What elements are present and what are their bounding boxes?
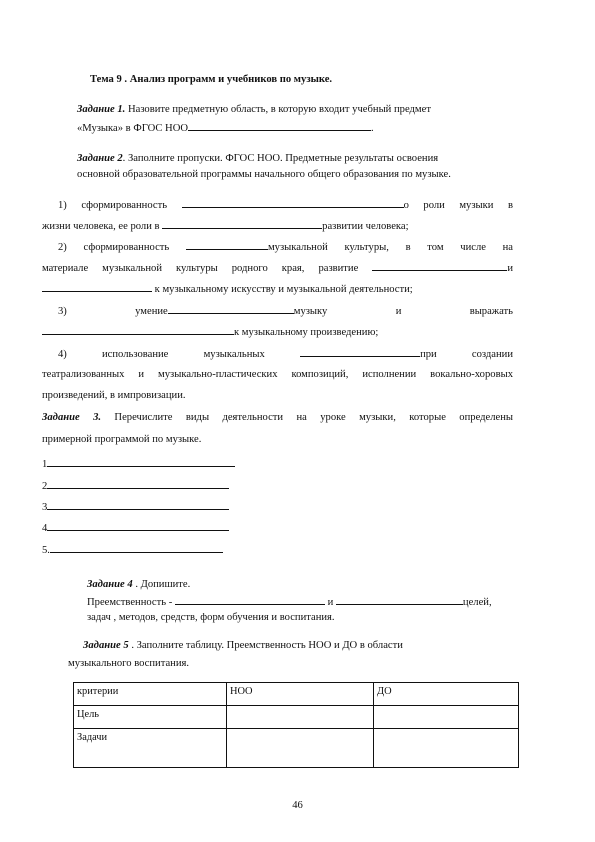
task4-line2 (87, 595, 492, 609)
task3-answer-blank[interactable] (47, 500, 229, 510)
task3-answer-blank[interactable] (50, 543, 223, 553)
task2-item2-text: 2) сформированность (58, 242, 170, 253)
task4-text2: Преемственность - (87, 597, 173, 608)
task2-item2-blank3[interactable] (42, 282, 152, 292)
task2-label: Задание 2 (77, 153, 123, 164)
task2-item4-text: 4) использование (58, 349, 169, 360)
task2-text2: основной образовательной программы начального общего образования по музыке. (77, 169, 451, 180)
task3-answer-2 (42, 479, 229, 493)
task5-text2: музыкального воспитания. (68, 658, 190, 669)
task2-item2-text3: материале музыкальной культуры родного края, развитие (42, 263, 359, 274)
task2-text1: . Заполните пропуски. ФГОС НОО. Предметные результаты освоения (122, 153, 439, 164)
task3-answer-4 (42, 521, 229, 535)
task2-item3-line2 (42, 325, 378, 339)
task2-item1-text3: жизни человека, ее роли в (42, 221, 160, 232)
task3-number: 5. (42, 545, 50, 556)
task4-label: Задание 4 (87, 579, 133, 590)
task2-item4-text5: театрализованных и музыкально-пластических композиций, исполнении вокально-хоровых (42, 369, 513, 380)
table-cell-input[interactable] (227, 706, 374, 729)
task2-item2-line3 (42, 282, 413, 296)
task2-item2-blank1[interactable] (186, 240, 268, 250)
task2-item2-line2 (42, 261, 513, 275)
task2-item1-text2: о роли музыки в (403, 200, 513, 211)
task3-number: 1 (42, 459, 48, 470)
task2-item3-text3: и (395, 306, 402, 317)
task2-item4-line1 (58, 347, 513, 361)
task1-tail: . (371, 123, 374, 134)
task3-label: Задание 3. (42, 412, 102, 423)
task1-text2: «Музыка» в ФГОС НОО (77, 123, 189, 134)
task2-item4-line3 (42, 390, 186, 402)
task2-item1-text: 1) сформированность (58, 200, 168, 211)
task1-line2 (77, 121, 374, 135)
task4-line3 (87, 612, 335, 624)
task2-item3-blank2[interactable] (42, 325, 234, 335)
task3-number: 3 (42, 502, 48, 513)
task2-item4-line2 (42, 369, 513, 381)
task2-item1-line2 (42, 219, 409, 233)
task2-item2-text5: к музыкальному искусству и музыкальной деятельности; (154, 284, 413, 295)
task4-blank2[interactable] (336, 595, 463, 605)
task2-item1-blank1[interactable] (182, 198, 404, 208)
task2-item4-text6: произведений, в импровизации. (42, 390, 186, 401)
task3-text1: Перечислите виды деятельности на уроке музыки, которые определены (101, 412, 513, 423)
task2-item1-blank2[interactable] (162, 219, 322, 229)
task2-item2-line1 (58, 240, 513, 254)
task5-text1: . Заполните таблицу. Преемственность НОО и ДО в области (128, 640, 403, 651)
task4-text5: задач , методов, средств, форм обучения и воспитания. (87, 612, 335, 623)
task4-text4: целей, (462, 597, 492, 608)
task3-answer-1 (42, 457, 235, 471)
task2-item3-text4: выражать (469, 306, 514, 317)
task2-item1-text4: развитии человека; (322, 221, 409, 232)
task2-item3-blank1[interactable] (168, 304, 294, 314)
task2-item3-line1 (58, 304, 513, 318)
task3-line1 (42, 412, 513, 424)
table-cell-input[interactable] (374, 729, 519, 768)
task4-text1: . Допишите. (132, 579, 191, 590)
task1-text1: Назовите предметную область, в которую входит учебный предмет (125, 104, 431, 115)
task3-line2 (42, 434, 201, 446)
task1-answer-blank[interactable] (188, 121, 371, 131)
table-header-row (74, 683, 519, 706)
task2-item3-text2: музыку (293, 306, 328, 317)
task3-answer-5 (42, 543, 223, 557)
task4-line1 (87, 579, 190, 591)
task3-number: 4 (42, 523, 48, 534)
table-cell-input[interactable] (227, 729, 374, 768)
task3-answer-3 (42, 500, 229, 514)
task2-item4-text3: при (420, 349, 437, 360)
table-row (74, 706, 519, 729)
table-row (74, 729, 519, 768)
task2-item2-blank2[interactable] (372, 261, 507, 271)
task2-line1 (77, 153, 438, 165)
task5-line2 (68, 658, 189, 670)
task3-answer-blank[interactable] (47, 479, 229, 489)
table-cell-label: Цель (74, 706, 227, 729)
task2-item2-text4: и (507, 263, 513, 274)
task1-line1 (77, 104, 431, 116)
task2-item4-text4: создании (471, 349, 513, 360)
table-cell-input[interactable] (374, 706, 519, 729)
task5-line1 (83, 640, 403, 652)
task3-answer-blank[interactable] (47, 521, 229, 531)
table-header-cell: критерии (74, 683, 227, 706)
task2-line2 (77, 169, 451, 181)
table-header-cell: НОО (227, 683, 374, 706)
task1-label: Задание 1. (77, 104, 126, 115)
task3-text2: примерной программой по музыке. (42, 434, 202, 445)
task2-item4-blank1[interactable] (300, 347, 420, 357)
task5-label: Задание 5 (83, 640, 129, 651)
task2-item3-text5: к музыкальному произведению; (234, 327, 379, 338)
task3-answer-blank[interactable] (47, 457, 235, 467)
task4-blank1[interactable] (175, 595, 325, 605)
table-cell-label: Задачи (74, 729, 227, 768)
table-header-cell: ДО (374, 683, 519, 706)
task2-item4-text2: музыкальных (203, 349, 265, 360)
task4-text3: и (327, 597, 334, 608)
task3-number: 2 (42, 481, 48, 492)
task2-item2-text2: музыкальной культуры, в том числе на (267, 242, 513, 253)
task2-item3-text: 3) умение (58, 306, 168, 317)
task2-item1-line1 (58, 198, 513, 212)
continuity-table (73, 682, 519, 768)
page-title: Тема 9 . Анализ программ и учебников по музыке. (90, 74, 333, 85)
page-number: 46 (292, 800, 303, 811)
